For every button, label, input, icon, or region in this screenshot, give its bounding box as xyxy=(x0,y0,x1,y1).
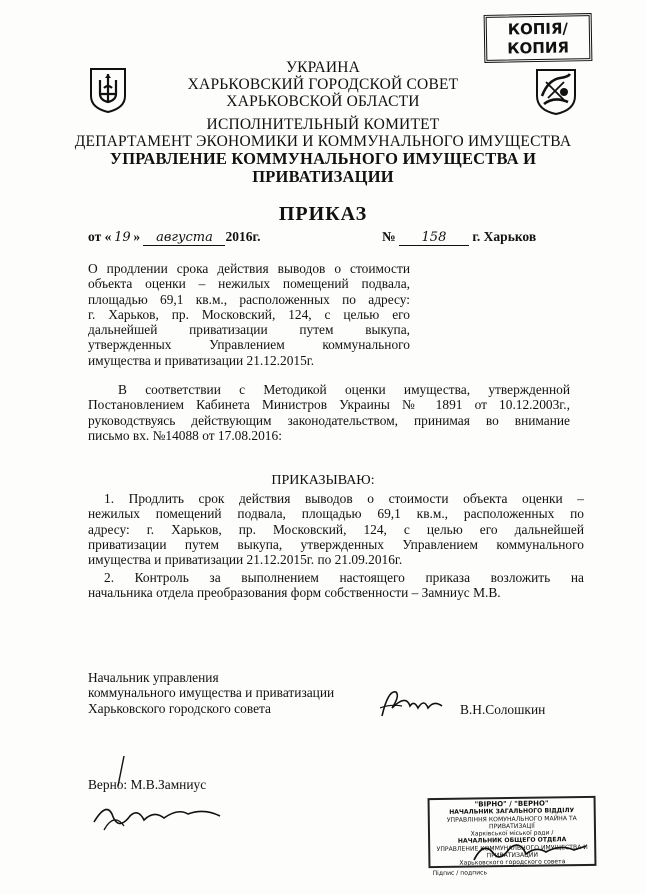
header-council: ХАРЬКОВСКИЙ ГОРОДСКОЙ СОВЕТ xyxy=(187,76,459,93)
subject-line: О продлении срока действия выводов о стоимости xyxy=(88,261,410,276)
stamp-line: УПРАВЛЕНИЕ КОММУНАЛЬНОГО ИМУЩЕСТВА И ПРИВАТИЗАЦИИ xyxy=(436,843,588,860)
verno-label: Верно: xyxy=(88,777,128,792)
preamble-line: Постановлением Кабинета Министров Украины № 1891 от 10.12.2003г., xyxy=(88,397,570,413)
stamp-line: Харківської міської ради / xyxy=(470,829,554,838)
header-committee: ИСПОЛНИТЕЛЬНЫЙ КОМИТЕТ xyxy=(206,116,440,133)
order-word: ПРИКАЗЫВАЮ: xyxy=(271,473,375,488)
stamp-line: УПРАВЛІННЯ КОМУНАЛЬНОГО МАЙНА ТА ПРИВАТИЗАЦІЇ xyxy=(446,814,577,831)
copy-stamp xyxy=(484,13,593,63)
signatory-title-2: коммунального имущества и приватизации xyxy=(88,685,335,701)
order-item-1 xyxy=(88,491,584,567)
signature-head xyxy=(376,686,448,727)
signatory-block xyxy=(88,670,334,716)
header-department: ДЕПАРТАМЕНТ ЭКОНОМИКИ И КОММУНАЛЬНОГО ИМУЩЕСТВА xyxy=(74,133,572,150)
header-directorate-1: УПРАВЛЕНИЕ КОММУНАЛЬНОГО ИМУЩЕСТВА И xyxy=(109,149,537,168)
subject-line: г. Харьков, пр. Московский, 124, с целью его xyxy=(88,306,410,322)
date-prefix: от « xyxy=(88,229,112,244)
number-label: № xyxy=(382,229,396,244)
preamble-line: письмо вх. №14088 от 17.08.2016: xyxy=(88,427,282,443)
item-line: нежилых помещений подвала, площадью 69,1 кв.м., расположенных по xyxy=(88,506,584,522)
stamp-sign-label: Підпис / подпись xyxy=(432,869,488,877)
subject-block xyxy=(88,261,410,368)
stamp-line: НАЧАЛЬНИК ОБЩЕГО ОТДЕЛА xyxy=(457,836,567,846)
signature-verno xyxy=(84,752,234,857)
preamble xyxy=(88,382,570,443)
signatory-title-1: Начальник управления xyxy=(88,670,219,685)
date-line xyxy=(88,229,260,246)
item-line: 2. Контроль за выполнением настоящего приказа возложить на xyxy=(104,570,584,585)
signatory-title-3: Харьковского городского совета xyxy=(88,700,271,716)
copy-stamp-line2: КОПИЯ xyxy=(507,38,570,58)
verno-name: М.В.Замниус xyxy=(130,777,207,792)
item-line: приватизации путем выкупа, утвержденных Управлением коммунального xyxy=(88,536,584,552)
date-month: августа xyxy=(143,230,225,246)
header-oblast: ХАРЬКОВСКОЙ ОБЛАСТИ xyxy=(226,93,420,110)
header-directorate-2: ПРИВАТИЗАЦИИ xyxy=(252,167,394,186)
subject-line: утвержденных Управлением коммунального xyxy=(88,337,410,353)
date-year: 2016г. xyxy=(225,229,261,244)
stamp-title: "ВІРНО" / "ВЕРНО" xyxy=(474,799,549,809)
copy-stamp-line1: КОПІЯ/ xyxy=(507,19,569,39)
date-day: 19 xyxy=(114,230,131,245)
stamp-line: НАЧАЛЬНИК ЗАГАЛЬНОГО ВІДДІЛУ xyxy=(449,807,575,817)
order-item-2 xyxy=(88,570,584,601)
number-line xyxy=(382,229,536,246)
stamp-line: Харьковского городского совета xyxy=(459,858,566,868)
preamble-line: руководствуясь действующим законодательством, принимая во внимание xyxy=(88,412,570,428)
item-line: имущества и приватизации 21.12.2015г. по 21.09.2016г. xyxy=(88,552,403,568)
header-country: УКРАИНА xyxy=(285,59,361,76)
item-line: начальника отдела преобразования форм собственности – Замниус М.В. xyxy=(88,585,501,601)
doc-number: 158 xyxy=(399,230,469,246)
date-mid: » xyxy=(133,229,141,244)
subject-line: объекта оценки – нежилых помещений подвала, xyxy=(88,276,410,292)
subject-line: площадью 69,1 кв.м., расположенных по адресу: xyxy=(88,291,410,307)
doc-title: ПРИКАЗ xyxy=(278,203,368,225)
item-line: 1. Продлить срок действия выводов о стоимости объекта оценки – xyxy=(104,491,584,506)
preamble-line: В соответствии с Методикой оценки имущества, утвержденной xyxy=(118,382,570,397)
item-line: адресу: г. Харьков, пр. Московский, 124, с целью его дальнейшей xyxy=(88,521,584,537)
city: г. Харьков xyxy=(472,229,537,244)
subject-line: дальнейшей приватизации путем выкупа, xyxy=(88,322,410,338)
signature-stamp xyxy=(470,836,590,871)
subject-line: имущества и приватизации 21.12.2015г. xyxy=(88,352,315,368)
signatory-name: В.Н.Солошкин xyxy=(460,702,546,717)
